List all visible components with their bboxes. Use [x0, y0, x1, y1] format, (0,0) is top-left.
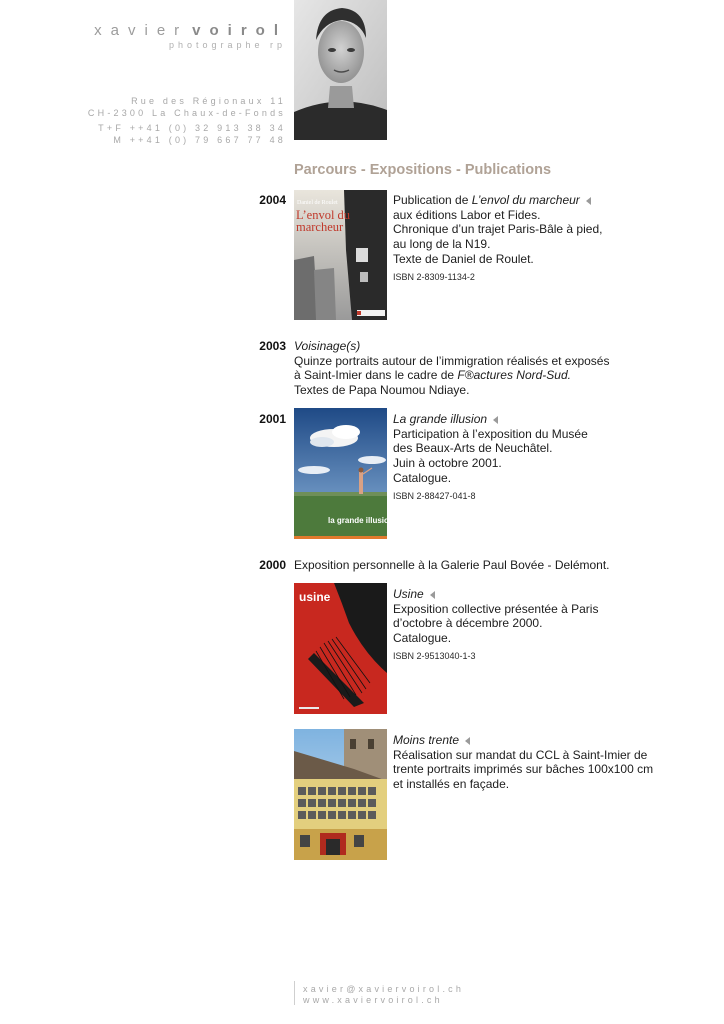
entry-2001-line-5: Catalogue.: [393, 470, 452, 485]
entry-2004-line-4: au long de la N19.: [393, 237, 491, 252]
brand-tagline: photographe rp: [168, 40, 286, 50]
portrait-photo: [294, 0, 387, 140]
entry-2001-line-3: des Beaux-Arts de Neuchâtel.: [393, 441, 553, 456]
photo-moins-trente: [294, 729, 387, 860]
entry-moins-trente-title-link[interactable]: Moins trente: [393, 733, 460, 747]
year-label: 2000: [259, 558, 286, 572]
entry-2004-line-5: Texte de Daniel de Roulet.: [393, 251, 534, 266]
entry-2001-text: [393, 412, 588, 503]
phone-number: T+F ++41 (0) 32 913 38 34: [98, 123, 286, 133]
book-cover-grande-illusion: [294, 408, 394, 539]
address-line-2: CH-2300 La Chaux-de-Fonds: [87, 108, 286, 118]
year-label: 2001: [259, 412, 286, 426]
cover-title: [296, 209, 350, 233]
entry-2000-text: [294, 558, 610, 573]
entry-usine-line-4: Catalogue.: [393, 631, 452, 646]
brand-last-name: voirol: [192, 22, 287, 39]
entry-moins-line-3: trente portraits imprimés sur bâches 100x100 cm: [393, 762, 654, 777]
entry-2001-title-link[interactable]: La grande illusion: [393, 412, 488, 426]
entry-2004-isbn: ISBN 2-8309-1134-2: [393, 271, 475, 282]
entry-usine-line-3: d’octobre à décembre 2000.: [393, 616, 543, 631]
entry-2003-text: [294, 339, 609, 398]
triangle-left-icon[interactable]: [465, 737, 470, 745]
address-line-1: Rue des Régionaux 11: [131, 96, 286, 106]
entry-2001-isbn: ISBN 2-88427-041-8: [393, 490, 476, 501]
entry-moins-line-4: et installés en façade.: [393, 777, 510, 792]
entry-2003-line-2: Quinze portraits autour de l’immigration réalisés et exposés: [294, 353, 610, 368]
cover-title-line-1: L’envol du: [296, 208, 351, 222]
brand-first-name: xavier: [94, 22, 189, 39]
cover-title-line-2: marcheur: [296, 220, 344, 234]
entry-usine-isbn: ISBN 2-9513040-1-3: [393, 650, 476, 661]
entry-2004-text: [393, 193, 602, 284]
mobile-number: M ++41 (0) 79 667 77 48: [113, 135, 286, 145]
brand-name: [94, 22, 287, 39]
footer-email-link[interactable]: xavier@xaviervoirol.ch: [303, 984, 465, 994]
cover-text: usine: [299, 590, 331, 604]
entry-2004-prefix: Publication de: [393, 193, 472, 207]
section-title: Parcours - Expositions - Publications: [294, 162, 552, 178]
entry-moins-trente-text: [393, 733, 653, 792]
entry-2003-line-4: Textes de Papa Noumou Ndiaye.: [294, 383, 470, 398]
book-cover-usine: [294, 583, 387, 714]
triangle-left-icon[interactable]: [586, 197, 591, 205]
entry-usine-text: [393, 587, 598, 664]
entry-usine-title-link[interactable]: Usine: [393, 587, 424, 601]
entry-2001-line-4: Juin à octobre 2001.: [393, 456, 502, 471]
footer-divider: [294, 981, 295, 1005]
triangle-left-icon[interactable]: [430, 591, 435, 599]
entry-2003-line-3: à Saint-Imier dans le cadre de: [294, 368, 458, 383]
cover-author: Daniel de Roulet: [297, 200, 338, 206]
entry-2004-title-link[interactable]: L’envol du marcheur: [471, 193, 580, 207]
footer-website-link[interactable]: www.xaviervoirol.ch: [303, 995, 443, 1005]
cover-text: la grande illusion: [328, 516, 394, 525]
entry-2001-line-2: Participation à l’exposition du Musée: [393, 426, 588, 441]
entry-2004-line-2: aux éditions Labor et Fides.: [393, 207, 541, 222]
year-label: 2003: [259, 339, 286, 353]
year-label: 2004: [259, 193, 286, 207]
book-cover-envol: [294, 190, 387, 320]
triangle-left-icon[interactable]: [493, 416, 498, 424]
entry-usine-line-2: Exposition collective présentée à Paris: [393, 601, 599, 616]
entry-2003-title: Voisinage(s): [294, 339, 361, 353]
entry-moins-line-2: Réalisation sur mandat du CCL à Saint-Imier de: [393, 747, 648, 762]
entry-2000-line-1: Exposition personnelle à la Galerie Paul Bovée - Delémont.: [294, 558, 610, 572]
entry-2003-event-name: F®actures Nord-Sud.: [457, 368, 571, 383]
entry-2004-line-3: Chronique d’un trajet Paris-Bâle à pied,: [393, 222, 603, 237]
